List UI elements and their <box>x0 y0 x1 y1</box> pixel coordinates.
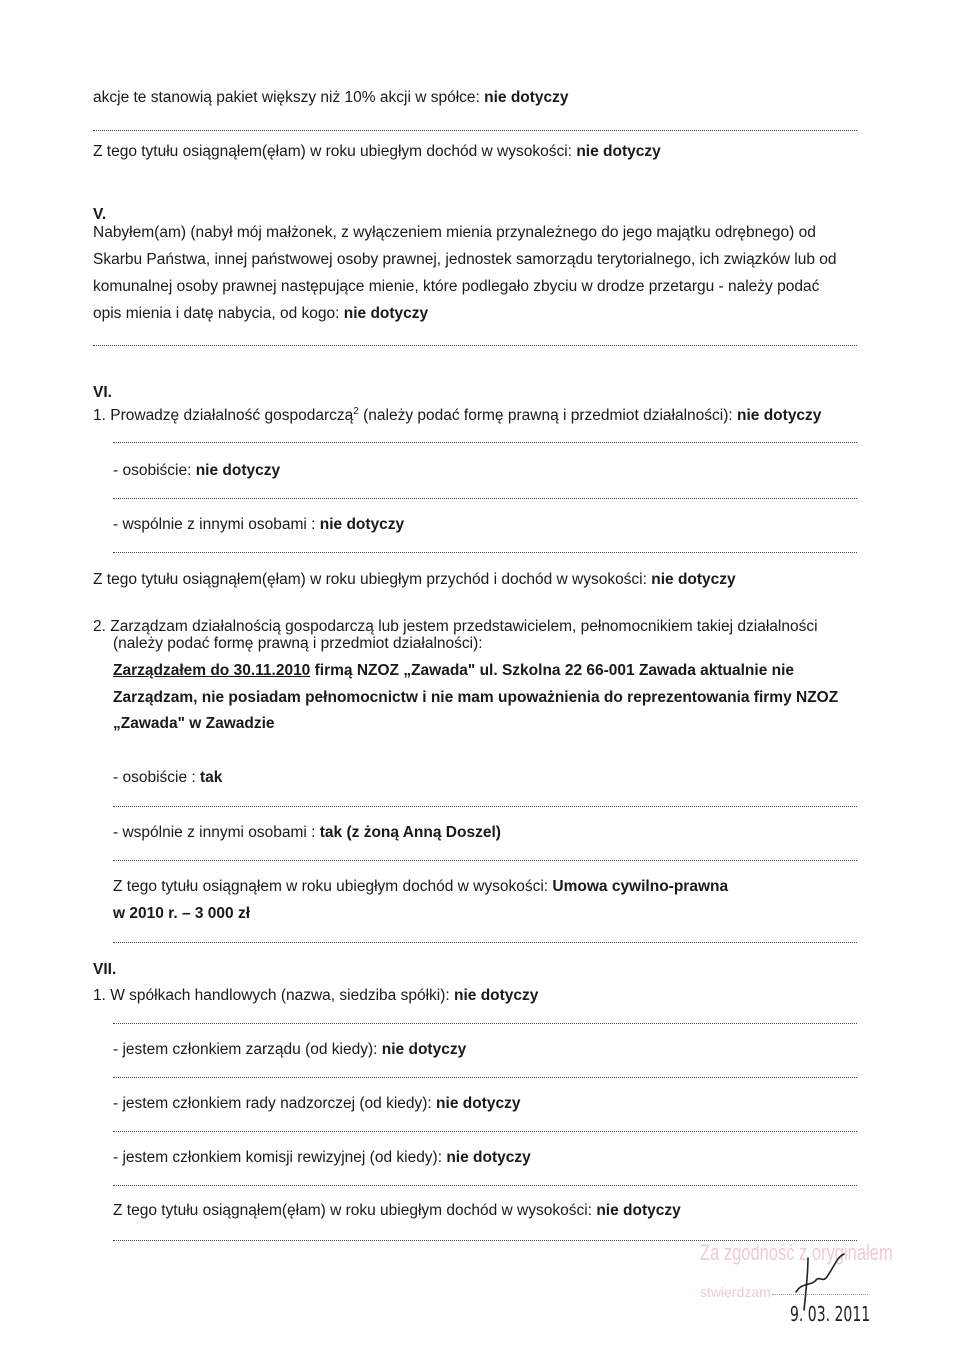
jointly-label: - wspólnie z innymi osobami : <box>113 516 316 533</box>
item2-text: Zarządzam działalnością gospodarczą lub jestem przedstawicielem, pełnomocnikiem takiej działalności <box>110 618 818 635</box>
section-vi-item2-line2: (należy podać formę prawną i przedmiot działalności): <box>113 635 483 652</box>
personal2-value: tak <box>200 769 223 786</box>
item2-answer-line1 <box>113 661 794 681</box>
dotted-line <box>113 1077 857 1078</box>
income2-line2: w 2010 r. – 3 000 zł <box>113 905 251 922</box>
item-number: 2. <box>93 618 106 635</box>
section-v-heading: V. <box>93 206 107 223</box>
certification-date: 9. 03. 2011 <box>790 1302 871 1326</box>
jointly-value: nie dotyczy <box>319 516 405 533</box>
jointly2-label: - wspólnie z innymi osobami : <box>113 824 316 841</box>
item-number: 1. <box>93 407 106 425</box>
income-line-top <box>93 142 661 162</box>
income2-value: Umowa cywilno-prawna <box>552 878 729 895</box>
item1-text: Prowadzę działalność gospodarczą <box>110 407 354 425</box>
item2-answer-underlined: Zarządzałem do 30.11.2010 <box>113 662 311 679</box>
section-vii-item1 <box>93 986 538 1006</box>
income-line-vii <box>113 1201 681 1221</box>
shares-line <box>93 88 569 108</box>
income-label: Z tego tytułu osiągnąłem(ęłam) w roku ubiegłym dochód w wysokości: <box>113 1202 592 1219</box>
personal2-label: - osobiście : <box>113 769 196 786</box>
dotted-line <box>113 1023 857 1024</box>
section-v-line2: Skarbu Państwa, innej państwowej osoby prawnej, jednostek samorządu terytorialnego, ich związków lub od <box>93 251 837 268</box>
dotted-line <box>113 1185 857 1186</box>
section-vi-item1 <box>93 402 821 426</box>
income-value: nie dotyczy <box>576 143 661 160</box>
shares-label: akcje te stanowią pakiet większy niż 10% akcji w spółce: <box>93 89 480 106</box>
item2-answer-line3: „Zawada" w Zawadzie <box>113 715 275 732</box>
dotted-line <box>113 806 857 807</box>
item-number: 1. <box>93 987 106 1004</box>
section-vii-heading: VII. <box>93 961 117 978</box>
item1-text2: (należy podać formę prawną i przedmiot działalności): <box>363 407 733 425</box>
income-line-vi <box>93 570 736 590</box>
footnote-ref: 2 <box>353 406 359 417</box>
personal2-line <box>113 768 222 788</box>
supervisory-value: nie dotyczy <box>436 1095 521 1112</box>
income2-line <box>113 877 728 897</box>
supervisory-line <box>113 1094 520 1114</box>
audit-label: - jestem członkiem komisji rewizyjnej (od kiedy): <box>113 1149 443 1166</box>
item1-value: nie dotyczy <box>737 407 822 425</box>
board-value: nie dotyczy <box>381 1041 467 1058</box>
dotted-line <box>93 130 857 131</box>
dotted-line <box>113 860 857 861</box>
item2-answer-line2: Zarządzam, nie posiadam pełnomocnictw i nie mam upoważnienia do reprezentowania firmy NZOZ <box>113 689 839 706</box>
personal-line <box>113 461 280 481</box>
dotted-line <box>113 498 857 499</box>
item1-value: nie dotyczy <box>454 987 539 1004</box>
certification-stamp-sub: stwierdzam <box>700 1284 771 1300</box>
income2-label: Z tego tytułu osiągnąłem w roku ubiegłym dochód w wysokości: <box>113 878 549 895</box>
dotted-line <box>113 552 857 553</box>
income-value: nie dotyczy <box>651 571 736 588</box>
item1-text: W spółkach handlowych (nazwa, siedziba spółki): <box>110 987 450 1004</box>
income-label: Z tego tytułu osiągnąłem(ęłam) w roku ubiegłym przychód i dochód w wysokości: <box>93 571 647 588</box>
section-v-line1: Nabyłem(am) (nabył mój małżonek, z wyłączeniem mienia przynależnego do jego majątku odrębnego) od <box>93 224 816 241</box>
item2-answer-rest: firmą NZOZ „Zawada" ul. Szkolna 22 66-001 Zawada aktualnie nie <box>314 662 795 679</box>
section-vi-heading: VI. <box>93 384 112 401</box>
section-v-value: nie dotyczy <box>343 305 429 322</box>
section-v-line4-text: opis mienia i datę nabycia, od kogo: <box>93 305 340 322</box>
dotted-line <box>113 442 857 443</box>
audit-value: nie dotyczy <box>446 1149 531 1166</box>
audit-line <box>113 1148 531 1168</box>
board-label: - jestem członkiem zarządu (od kiedy): <box>113 1041 378 1058</box>
supervisory-label: - jestem członkiem rady nadzorczej (od kiedy): <box>113 1095 432 1112</box>
shares-value: nie dotyczy <box>484 89 569 106</box>
personal-value: nie dotyczy <box>195 462 281 479</box>
dotted-line <box>113 1131 857 1132</box>
income-label: Z tego tytułu osiągnąłem(ęłam) w roku ubiegłym dochód w wysokości: <box>93 143 572 160</box>
section-v-line3: komunalnej osoby prawnej następujące mienie, które podlegało zbyciu w drodze przetargu - należy podać <box>93 278 820 295</box>
board-line <box>113 1040 466 1060</box>
personal-label: - osobiście: <box>113 462 192 479</box>
dotted-line <box>113 942 857 943</box>
dotted-line <box>93 345 857 346</box>
jointly2-value: tak (z żoną Anną Doszel) <box>319 824 501 841</box>
jointly-line <box>113 515 404 535</box>
certification-stamp: Za zgodność z oryginałem <box>700 1240 893 1265</box>
jointly2-line <box>113 823 501 843</box>
income-value: nie dotyczy <box>596 1202 681 1219</box>
section-v-line4 <box>93 304 428 324</box>
